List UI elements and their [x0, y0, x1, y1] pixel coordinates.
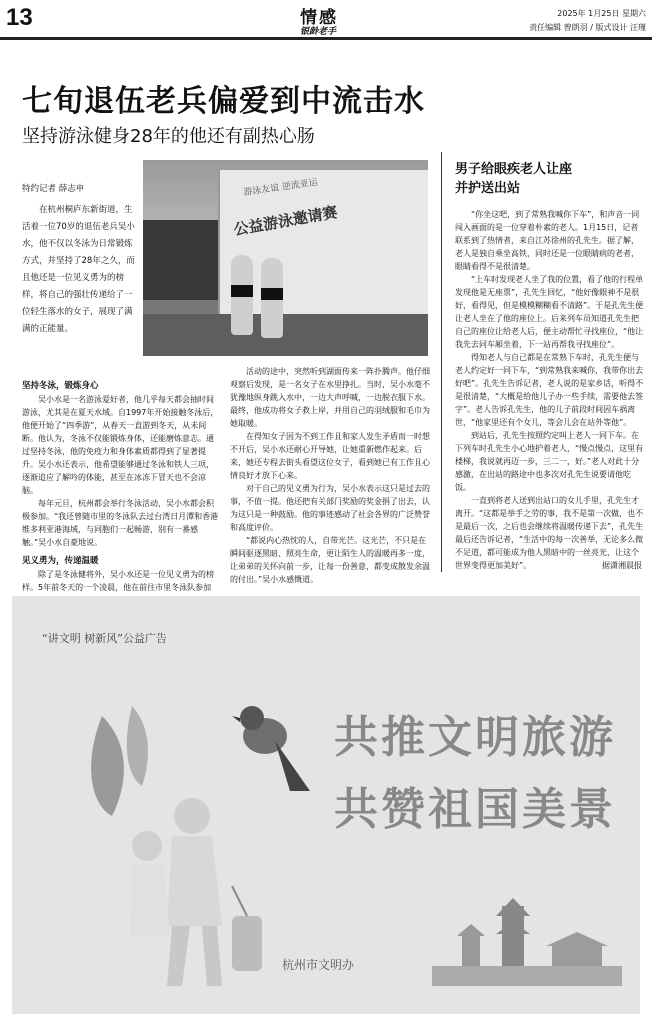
banner-main-text: 公益游泳邀请赛 [232, 203, 339, 239]
ad-organization: 杭州市文明办 [282, 958, 355, 972]
paragraph: 除了是冬泳健将外，吴小水还是一位见义勇为的榜样。5年前冬天的一个凌晨，他在前往市里冬泳队参加 [22, 570, 214, 592]
pagoda-skyline-illustration [432, 896, 622, 986]
public-service-ad [12, 596, 640, 1014]
section-subtitle: 坚持冬泳，锻炼身心 [22, 381, 99, 391]
ad-header: “讲文明 树新风”公益广告 [42, 632, 167, 645]
editor-credits: 责任编辑 曾朗羽 / 版式设计 汪瑾 [529, 23, 646, 32]
article-column-1 [22, 378, 219, 594]
paragraph: 得知老人与自己都是在常熟下车时，孔先生便与老人约定好一同下车，“到常熟我来喊你，我带你出去好吧”。孔先生告诉记者，老人说的是家乡话，听得不是很清楚，“大概是给他儿子办一些手续，需要他去签字”。老人告诉孔先生，他的儿子前段时间因车祸离世，“他家里还有个女儿，等会儿会在站外等他”。 [455, 353, 644, 427]
paragraph: “上车时发现老人坐了我的位置，看了他的行程单发现他是无座票”，孔先生回忆，“他好像眼神不是很好，看得见，但是模模糊糊看不清路”。于是孔先生便让老人坐在了他的座位上。后来列车员知道孔先生把自己的座位让给老人后，便主动帮忙寻找座位，“他让我先去同车厢坐着，下一站再帮我寻找座位”。 [455, 275, 644, 349]
paragraph: 活动的途中，突然听到湖面传来一阵扑腾声。他仔细观察后发现，是一名女子在水里挣扎。当时，吴小水毫不犹豫地纵身跳入水中，一边大声呼喊，一边脱衣服下水。最终，他成功将女子救上岸，并用自己的羽绒服和毛巾为她取暖。 [230, 367, 430, 428]
paragraph: 在得知女子因为不到工作且和家人发生矛盾而一时想不开后，吴小水还耐心开导她，让她重新燃作起来。后来，她还专程去街头看望这位女子，看到她已有工作且心情良好才放下心来。 [230, 432, 430, 480]
banner-small-text: 游泳友谊 逆流亚运 [242, 177, 319, 199]
ad-slogan [334, 702, 616, 846]
ad-slogan-line1: 共推文明旅游 [334, 712, 616, 763]
paragraph: 一直到将老人送到出站口的女儿手里，孔先生才离开。“这都是举手之劳的事，我不是第一次做，也不是最后一次，之后也会继续将温暖传递下去”，孔先生最后还告诉记者，“生活中的每一次善举，无论多么微不足道，都可能成为他人黑暗中的一丝亮光，让这个世界变得更加美好”。 [455, 496, 644, 570]
column-divider [441, 152, 442, 572]
side-story-title: 男子给眼疾老人让座 并护送出站 [455, 162, 573, 196]
section-title: 情感 [300, 8, 338, 28]
paragraph: “你坐这吧，到了常熟我喊你下车”，和声音一同闯入画面的是一位穿着朴素的老人。1月15日，记者联系到了热情者，来自江苏徐州的孔先生。据了解，老人是独自乘坐高铁，同时还是一位眼睛病的老者，眼睛看得不是很清楚。 [455, 210, 640, 271]
paragraph: 到站后，孔先生按照约定叫上老人一同下车。在下列车时孔先生小心地护着老人，“慢点慢点，这里有楼梯，我说就再迈一步，三二一，好。”老人对此十分感激，在出站的路途中也多次对孔先生说要请他吃饭。 [455, 431, 644, 492]
article-byline: 特约记者 薛志申 [22, 184, 85, 194]
paragraph: 每年元旦，杭州都会举行冬泳活动，吴小水都会积极参加。“我还曾随市里的冬泳队去过台湾日月潭和香港维多利亚港海域，与同胞们一起畅游，别有一番感触。”吴小水自豪地说。 [22, 499, 219, 547]
page-number: 13 [6, 4, 33, 31]
bird-icon [230, 696, 320, 806]
paragraph: 吴小水是一名游泳爱好者，他几乎每天都会抽时间游泳，尤其是在夏天水域。自1997年开始接触冬泳后，他便开始了“四季游”，从春天一直游到冬天，从未间断。他认为，冬泳不仅能锻炼身体，还能磨炼意志。通过坚持冬泳，他的免疫力和身体素质都得到了显著提升。吴小水还表示，他希望能够通过冬泳和铁人三项，逐渐追应了解吟的体能，甚至在冰冻下冒天也不会凉脑。 [22, 395, 219, 495]
section-subtitle: 银龄老手 [300, 27, 337, 37]
side-story-body [455, 208, 645, 572]
paragraph: “都说内心热忱的人，自带光芒。这光芒，不只是在瞬间驱逐黑暗、照亮生命，更让陌生人的温暖再多一度，让弟弟的关怀向前一步，让每一份善意，都变成散发余温的付出。”吴小水感慨道。 [230, 536, 430, 584]
paragraph: 对于自己的见义勇为行为，吴小水表示这只是过去的事，不值一提。他还把有关部门奖励的奖金捐了出去，认为这只是一种鼓励。他的事迹感动了社会各界的广泛赞誉和高度评价。 [230, 484, 430, 532]
side-story-source: 据潇湘晨报 [602, 561, 642, 570]
article-subhead: 坚持游泳健身28年的他还有副热心肠 [22, 126, 315, 147]
article-intro: 在杭州桐庐东新街道，生活着一位70岁的退伍老兵吴小水，他不仅以冬泳为日常锻炼方式，并坚持了28年之久，而且他还是一位见义勇为的榜样，将自己的强壮传递给了一位轻生落水的女子，展现了满满的正能量。 [22, 205, 135, 334]
ad-slogan-line2: 共赞祖国美景 [334, 784, 616, 835]
section-subtitle: 见义勇为，传递温暖 [22, 556, 99, 566]
article-headline: 七旬退伍老兵偏爱到中流击水 [22, 84, 425, 119]
article-column-2 [230, 365, 430, 586]
article-photo [143, 160, 428, 356]
page-header [0, 0, 652, 40]
issue-date: 2025年 1月25日 星期六 [557, 9, 646, 18]
